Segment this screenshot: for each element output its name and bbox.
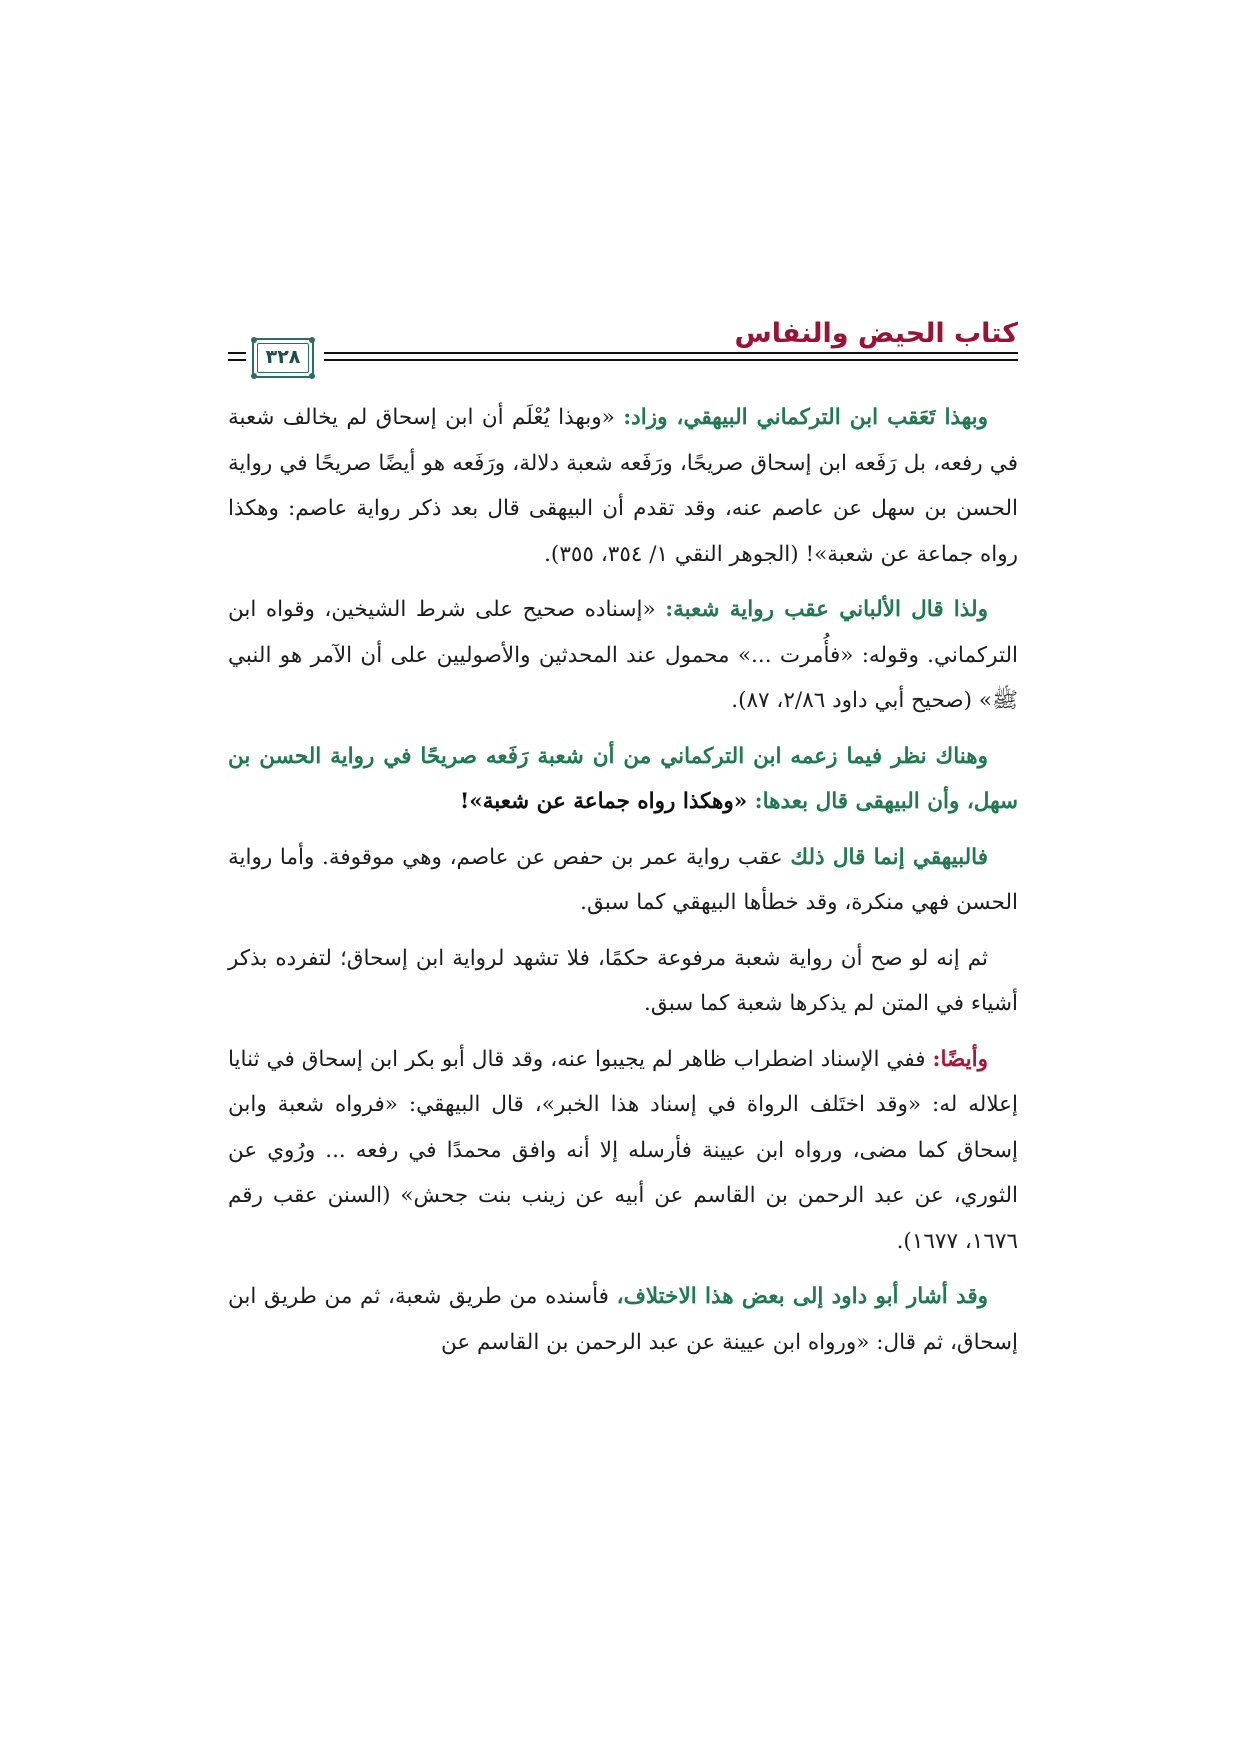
ornament-icon <box>309 373 315 379</box>
paragraph-text: عقب رواية عمر بن حفص عن عاصم، وهي موقوفة. وأما رواية الحسن فهي منكرة، وقد خطأها البيهقي كما سبق. <box>228 844 1018 915</box>
paragraph-text: ثم إنه لو صح أن رواية شعبة مرفوعة حكمًا، فلا تشهد لرواية ابن إسحاق؛ لتفرده بذكر أشياء في المتن لم يذكرها شعبة كما سبق. <box>228 945 1018 1016</box>
page-header <box>228 312 1018 387</box>
paragraph-lead: وبهذا تَعَقب ابن التركماني البيهقي، وزاد: <box>623 405 988 430</box>
paragraph <box>228 1274 1018 1365</box>
page-number-badge <box>252 338 314 378</box>
header-rule-bottom <box>324 359 1018 361</box>
ornament-icon <box>251 373 257 379</box>
header-rule-left-bottom <box>228 359 246 361</box>
paragraph-text: فأسنده من طريق شعبة، ثم من طريق ابن إسحاق، ثم قال: «ورواه ابن عيينة عن عبد الرحمن بن القاسم عن <box>228 1284 1018 1355</box>
paragraph <box>228 734 1018 825</box>
paragraph-text: «إسناده صحيح على شرط الشيخين، وقواه ابن التركماني. وقوله: «فأُمرت ...» محمول عند المحدثين والأصوليين على أن الآمر هو النبي ﷺ» (صحيح أبي داود ٢/٨٦، ٨٧). <box>228 597 1018 713</box>
paragraph <box>228 395 1018 577</box>
paragraph <box>228 835 1018 926</box>
page-number: ٣٢٨ <box>265 346 301 368</box>
ornament-icon <box>251 337 257 343</box>
paragraph-lead: وأيضًا: <box>932 1046 988 1072</box>
paragraph <box>228 587 1018 724</box>
paragraph <box>228 936 1018 1027</box>
ornament-icon <box>309 337 315 343</box>
paragraph-lead: ولذا قال الألباني عقب رواية شعبة: <box>665 597 988 622</box>
paragraph-text: ففي الإسناد اضطراب ظاهر لم يجيبوا عنه، وقد قال أبو بكر ابن إسحاق في ثنايا إعلاله له: «وقد اختَلف الرواة في إسناد هذا الخبر»، قال البيهقي: «فرواه شعبة وابن إسحاق كما مضى، ورواه ابن عيينة فأرسله إلا أنه وافق محمدًا في رفعه ... ورُوي عن الثوري، عن عبد الرحمن بن القاسم عن أبيه عن زينب بنت جحش» (السنن عقب رقم ١٦٧٦، ١٦٧٧). <box>228 1046 1018 1254</box>
paragraph-quote: «وهكذا رواه جماعة عن شعبة»! <box>459 789 755 814</box>
paragraph-text: «وبهذا يُعْلَم أن ابن إسحاق لم يخالف شعبة في رفعه، بل رَفَعه ابن إسحاق صريحًا، ورَفَعه شعبة دلالة، ورَفَعه هو أيضًا صريحًا في رواية الحسن بن سهل عن عاصم عنه، وقد تقدم أن البيهقى قال بعد ذكر رواية عاصم: وهكذا رواه جماعة عن شعبة»! (الجوهر النقي ١/ ٣٥٤، ٣٥٥). <box>228 405 1018 567</box>
paragraph-lead: وهناك نظر فيما زعمه ابن التركماني من أن شعبة رَفَعه صريحًا في رواية الحسن بن سهل، وأن البيهقى قال بعدها: <box>228 743 1018 814</box>
paragraph-lead: وقد أشار أبو داود إلى بعض هذا الاختلاف، <box>616 1284 988 1309</box>
chapter-title: كتاب الحيض والنفاس <box>734 318 1018 349</box>
paragraph-lead: فالبيهقي إنما قال ذلك <box>790 844 988 870</box>
main-text <box>228 395 1018 1375</box>
header-rule-left-top <box>228 352 246 354</box>
paragraph <box>228 1037 1018 1265</box>
header-rule-top <box>324 352 1018 354</box>
